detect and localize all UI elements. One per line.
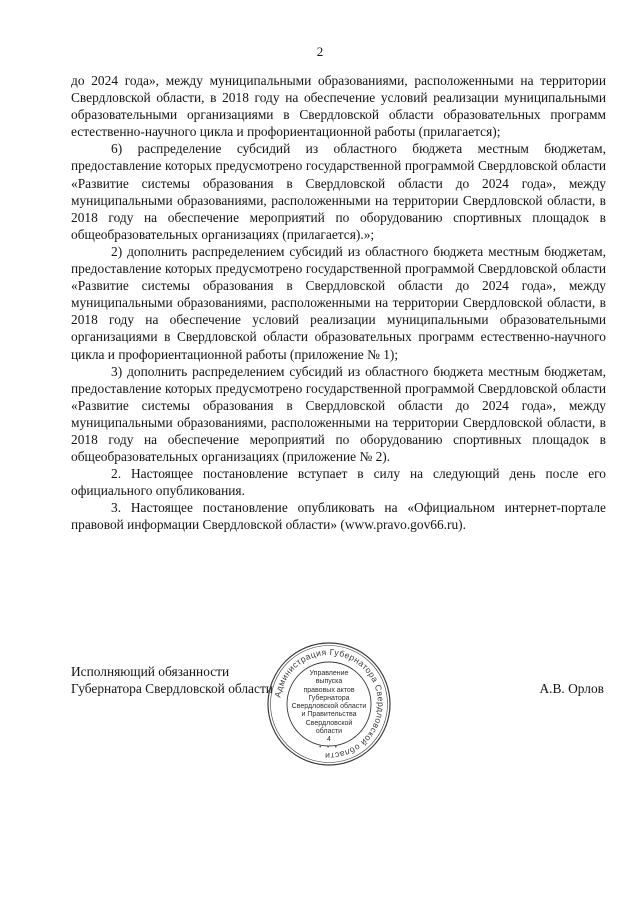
signatory-position-line-2: Губернатора Свердловской области (71, 681, 273, 697)
signatory-name: А.В. Орлов (539, 681, 604, 696)
paragraph-item-3: 3) дополнить распределением субсидий из областного бюджета местным бюджетам, предоставление которых предусмотрено государственной программой Свердловской области «Развитие системы образования в Свердловской области до 2024 года», между муниципальными образованиями, расположенными на территории Свердловской области, в 2018 году на обеспечение мероприятий по оборудованию спортивных площадок в общеобразовательных организациях (приложение № 2). (71, 363, 606, 465)
page-number: 2 (316, 44, 324, 59)
seal-center-line: Губернатора (308, 694, 350, 702)
paragraph-effective-date: 2. Настоящее постановление вступает в силу на следующий день после его официального опубликования. (71, 466, 606, 499)
seal-center-line: выпуска (315, 678, 343, 686)
paragraph-continuation: до 2024 года», между муниципальными образованиями, расположенными на территории Свердловской области, в 2018 году на обеспечение условий реализации муниципальными образовательными организациями в Свердловской области образовательных программ естественно-научного цикла и профориентационной работы (прилагается); (71, 73, 606, 140)
document-body (71, 72, 606, 534)
paragraph-item-2: 2) дополнить распределением субсидий из областного бюджета местным бюджетам, предоставление которых предусмотрено государственной программой Свердловской области «Развитие системы образования в Свердловской области до 2024 года», между муниципальными образованиями, расположенными на территории Свердловской области, в 2018 году на обеспечение условий реализации муниципальными образовательными организациями в Свердловской области образовательных программ естественно-научного цикла и профориентационной работы (приложение № 1); (71, 243, 606, 362)
official-seal-stamp (266, 641, 392, 767)
seal-center-line: Свердловской (305, 719, 353, 727)
paragraph-publication: 3. Настоящее постановление опубликовать на «Официальном интернет-портале правовой информации Свердловской области» (www.pravo.gov66.ru). (71, 500, 606, 533)
signatory-position-line-1: Исполняющий обязанности (71, 664, 230, 679)
seal-ring-text: Администрация Губернатора Свердловской области (272, 646, 387, 762)
seal-center-line: Управление (309, 670, 349, 677)
seal-center-text (286, 670, 372, 745)
seal-center-line: Свердловской области (291, 703, 367, 711)
seal-center-line: области (315, 728, 343, 736)
seal-center-line: 4 (327, 736, 331, 744)
seal-center-line: правовых актов (303, 686, 355, 694)
seal-dots: • • • (319, 745, 339, 751)
seal-center-line: и Правительства (301, 711, 357, 719)
paragraph-item-6: 6) распределение субсидий из областного бюджета местным бюджетам, предоставление которых предусмотрено государственной программой Свердловской области «Развитие системы образования в Свердловской области до 2024 года», между муниципальными образованиями, расположенными на территории Свердловской области, в 2018 году на обеспечение мероприятий по оборудованию спортивных площадок в общеобразовательных организациях (прилагается).»; (71, 141, 606, 242)
